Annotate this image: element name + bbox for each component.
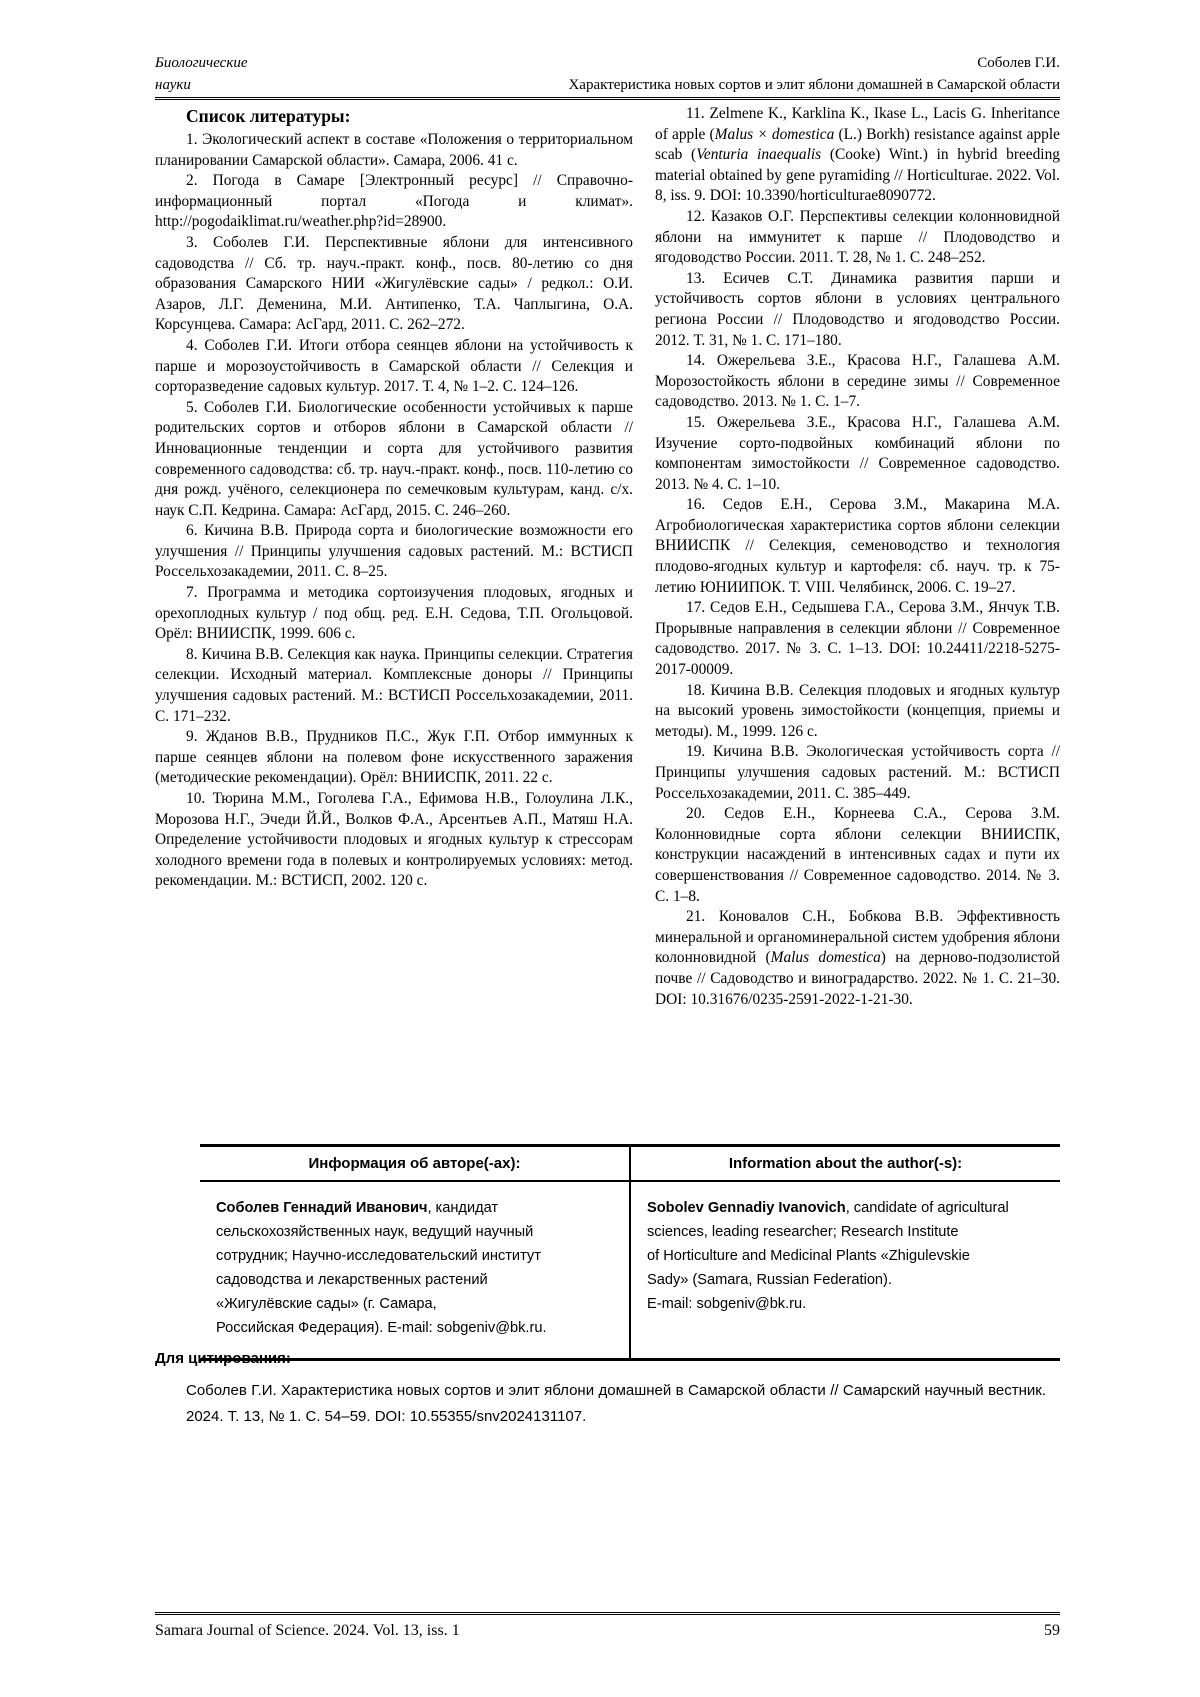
running-title-block	[568, 52, 1060, 96]
reference-item: 12. Казаков О.Г. Перспективы селекции колонновидной яблони на иммунитет к парше // Плодоводство и ягодоводство России. 2011. Т. 28, № 1. С. 248–252.	[655, 207, 1060, 267]
references-heading: Список литературы:	[186, 106, 351, 126]
citation-label: Для цитирования:	[155, 1350, 291, 1367]
reference-item: 19. Кичина В.В. Экологическая устойчивость сорта // Принципы улучшения садовых растений. М.: ВСТИСП Россельхозакадемии, 2011. С. 385–449.	[655, 743, 1060, 802]
reference-item: 8. Кичина В.В. Селекция как наука. Принципы селекции. Стратегия селекции. Исходный материал. Комплексные доноры // Принципы улучшения садовых растений. М.: ВСТИСП Россельхозакадемии, 2011. С. 171–232.	[155, 645, 633, 725]
references-list-left	[155, 130, 633, 892]
page-footer	[155, 1612, 1060, 1642]
reference-item: 5. Соболев Г.И. Биологические особенности устойчивых к парше родительских сортов и отборов яблони в Самарской области // Инновационные тенденции и сорта для устойчивого развития современного садоводства: сб. тр. науч.-практ. конф., посв. 110-летию со дня рожд. учёного, селекционера по семечковым культурам, канд. с/х. наук С.П. Кедрина. Самара: АсГард, 2015. С. 246–260.	[155, 398, 633, 519]
author-table-header-ru: Информация об авторе(-ах):	[200, 1146, 630, 1182]
reference-item: 9. Жданов В.В., Прудников П.С., Жук Г.П. Отбор иммунных к парше сеянцев яблони на полевом фоне искусственного заражения (методические рекомендации). Орёл: ВНИИСПК, 2011. 22 с.	[155, 728, 633, 787]
author-table-header-en: Information about the author(-s):	[630, 1146, 1060, 1182]
reference-item: 20. Седов Е.Н., Корнеева С.А., Серова З.М. Колонновидные сорта яблони селекции ВНИИСПК, конструкции насаждений в интенсивных садах и пути их совершенствования // Современное садоводство. 2014. № 3. С. 1–8.	[655, 805, 1060, 905]
reference-item: 10. Тюрина М.М., Гоголева Г.А., Ефимова Н.В., Голоулина Л.К., Морозова Н.Г., Эчеди Й.Й., Волков Ф.А., Арсентьев А.П., Матяш Н.А. Определение устойчивости плодовых и ягодных культур к стрессорам холодного времени года в полевых и контролируемых условиях: метод. рекомендации. М.: ВСТИСП, 2002. 120 с.	[155, 790, 633, 890]
citation-text: Соболев Г.И. Характеристика новых сортов и элит яблони домашней в Самарской области // Самарский научный вестник. 2024. Т. 13, № 1. С. 54–59. DOI: 10.55355/snv2024131107.	[186, 1382, 1046, 1425]
reference-item: 4. Соболев Г.И. Итоги отбора сеянцев яблони на устойчивость к парше и морозоустойчивость в Самарской области // Селекция и сорторазведение садовых культур. 2017. Т. 4, № 1–2. С. 124–126.	[155, 336, 633, 396]
running-author: Соболев Г.И.	[977, 55, 1060, 71]
reference-item: 17. Седов Е.Н., Седышева Г.А., Серова З.М., Янчук Т.В. Прорывные направления в селекции яблони // Современное садоводство. 2017. № 3. С. 1–13. DOI: 10.24411/2218-5275-2017-00009.	[655, 599, 1060, 679]
section-label	[155, 52, 248, 96]
author-info-ru: Соболев Геннадий Иванович, кандидат сельскохозяйственных наук, ведущий научный сотрудник; Научно-исследовательский институт садоводства и лекарственных растений «Жигулёвские сады» (г. Самара, Российская Федерация). E-mail: sobgeniv@bk.ru.	[200, 1181, 630, 1360]
reference-item: 16. Седов Е.Н., Серова З.М., Макарина М.А. Агробиологическая характеристика сортов яблони селекции ВНИИСПК // Селекция, семеноводство и технология плодово-ягодных культур и картофеля: сб. науч. тр. к 75-летию ЮНИИПОК. Т. VIII. Челябинск, 2006. С. 19–27.	[655, 496, 1060, 596]
reference-item: 15. Ожерельева З.Е., Красова Н.Г., Галашева А.М. Изучение сорто-подвойных комбинаций яблони по компонентам зимостойкости // Современное садоводство. 2013. № 4. С. 1–10.	[655, 413, 1060, 493]
running-head	[155, 52, 1060, 96]
references-list-right	[655, 104, 1060, 1010]
footer-journal: Samara Journal of Science. 2024. Vol. 13, iss. 1	[155, 1622, 460, 1639]
section-label-line2: науки	[155, 77, 191, 93]
header-rule	[155, 97, 1060, 100]
running-article-title: Характеристика новых сортов и элит яблони домашней в Самарской области	[568, 77, 1060, 93]
reference-item: 13. Есичев С.Т. Динамика развития парши и устойчивость сортов яблони в условиях центрального региона России // Плодоводство и ягодоводство России. 2012. Т. 31, № 1. С. 171–180.	[655, 269, 1060, 349]
reference-item: 14. Ожерельева З.Е., Красова Н.Г., Галашева А.М. Морозостойкость яблони в середине зимы // Современное садоводство. 2013. № 1. С. 1–7.	[655, 352, 1060, 411]
reference-item: 18. Кичина В.В. Селекция плодовых и ягодных культур на высокий уровень зимостойкости (концепция, приемы и методы). М., 1999. 126 с.	[655, 681, 1060, 740]
author-info-en: Sobolev Gennadiy Ivanovich, candidate of agricultural sciences, leading researcher; Research Institute of Horticulture and Medicinal Plants «Zhigulevskie Sady» (Samara, Russian Federation). E-mail: sobgeniv@bk.ru.	[647, 1200, 1009, 1312]
page-number: 59	[1044, 1622, 1060, 1639]
reference-item: 21. Коновалов С.Н., Бобкова В.В. Эффективность минеральной и органоминеральной систем удобрения яблони колонновидной (Malus domestica) на дерново-подзолистой почве // Садоводство и виноградарство. 2022. № 1. С. 21–30. DOI: 10.31676/0235-2591-2022-1-21-30.	[655, 908, 1060, 1008]
reference-item: 3. Соболев Г.И. Перспективные яблони для интенсивного садоводства // Сб. тр. науч.-практ. конф., посв. 80-летию со дня образования Самарского НИИ «Жигулёвские сады» / редкол.: О.И. Азаров, Л.Г. Деменина, М.И. Антипенко, Т.А. Чаплыгина, О.А. Корсунцева. Самара: АсГард, 2011. С. 262–272.	[155, 233, 633, 334]
reference-item: 7. Программа и методика сортоизучения плодовых, ягодных и орехоплодных культур / под общ. ред. Е.Н. Седова, Т.П. Огольцовой. Орёл: ВНИИСПК, 1999. 606 с.	[155, 584, 633, 643]
references-section	[155, 104, 1060, 1044]
reference-item: 11. Zelmene K., Karklina K., Ikase L., Lacis G. Inheritance of apple (Malus × domestica (L.) Borkh) resistance against apple scab (Venturia inaequalis (Cooke) Wint.) in hybrid breeding material obtained by gene pyramiding // Horticulturae. 2022. Vol. 8, iss. 9. DOI: 10.3390/horticulturae8090772.	[655, 105, 1060, 205]
reference-item: 6. Кичина В.В. Природа сорта и биологические возможности его улучшения // Принципы улучшения садовых растений. М.: ВСТИСП Россельхозакадемии, 2011. С. 8–25.	[155, 522, 633, 581]
references-column-left	[155, 104, 633, 1044]
section-label-line1: Биологические	[155, 55, 248, 71]
citation-section	[155, 1348, 1060, 1430]
author-table-header-row	[200, 1146, 1060, 1182]
references-column-right	[655, 104, 1060, 1044]
reference-item: 2. Погода в Самаре [Электронный ресурс] // Справочно-информационный портал «Погода и климат». http://pogodaiklimat.ru/weather.php?id=28900.	[155, 172, 633, 231]
author-table-body-row	[200, 1181, 1060, 1360]
reference-item: 1. Экологический аспект в составе «Положения о территориальном планировании Самарской области». Самара, 2006. 41 с.	[155, 131, 633, 169]
author-info-table	[200, 1144, 1060, 1361]
